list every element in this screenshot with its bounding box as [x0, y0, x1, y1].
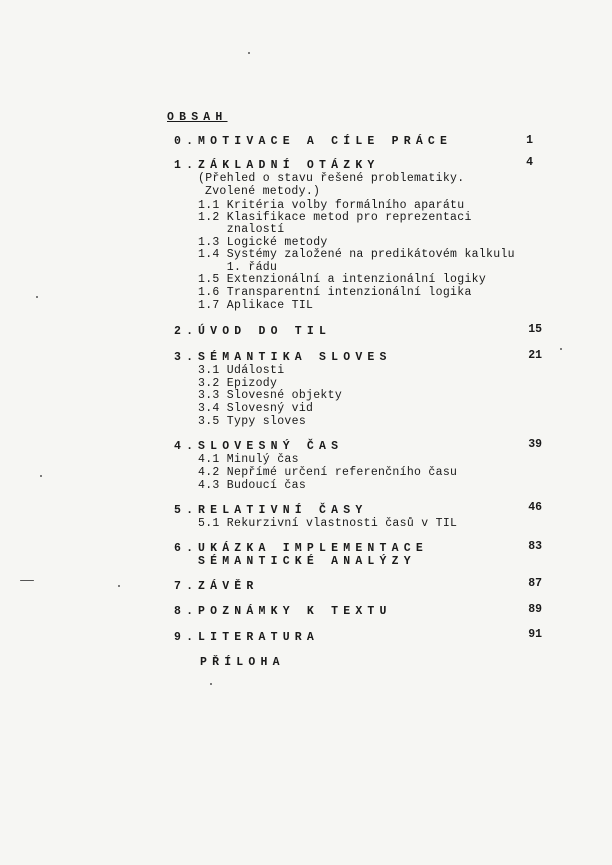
section-1-item: 1.5 Extenzionální a intenzionální logiky	[198, 273, 487, 286]
toc-heading: OBSAH	[167, 111, 228, 124]
section-4-num: 4.	[174, 440, 199, 453]
section-4-item: 4.3 Budoucí čas	[198, 479, 307, 492]
scan-speck	[560, 348, 562, 350]
section-1-item: 1.7 Aplikace TIL	[198, 299, 314, 312]
section-9-page: 91	[528, 628, 542, 641]
section-4-item: 4.2 Nepřímé určení referenčního času	[198, 466, 458, 479]
section-1-item: 1.1 Kritéria volby formálního aparátu	[198, 199, 465, 212]
scan-speck	[20, 580, 34, 581]
section-0-page: 1	[526, 134, 533, 147]
section-4-item: 4.1 Minulý čas	[198, 453, 299, 466]
section-1-item: 1.2 Klasifikace metod pro reprezentaci	[198, 211, 472, 224]
section-8-title: POZNÁMKY K TEXTU	[198, 605, 392, 618]
appendix-heading: PŘÍLOHA	[200, 656, 285, 669]
section-2-title: ÚVOD DO TIL	[198, 325, 332, 338]
section-1-item: 1.3 Logické metody	[198, 236, 328, 249]
section-1-item: 1. řádu	[198, 261, 278, 274]
section-1-item: znalostí	[198, 223, 285, 236]
section-1-item: 1.4 Systémy založené na predikátovém kalkulu	[198, 248, 515, 261]
section-0-title: MOTIVACE A CÍLE PRÁCE	[198, 135, 453, 148]
section-3-item: 3.2 Epizody	[198, 377, 278, 390]
section-2-num: 2.	[174, 325, 199, 338]
section-2-page: 15	[528, 323, 542, 336]
section-3-item: 3.5 Typy sloves	[198, 415, 307, 428]
section-1-note-line1: (Přehled o stavu řešené problematiky.	[198, 172, 465, 185]
section-6-page: 83	[528, 540, 542, 553]
section-3-page: 21	[528, 349, 542, 362]
section-4-title: SLOVESNÝ ČAS	[198, 440, 344, 453]
section-8-num: 8.	[174, 605, 199, 618]
section-6-num: 6.	[174, 542, 199, 555]
section-4-page: 39	[528, 438, 542, 451]
section-3-item: 3.4 Slovesný vid	[198, 402, 314, 415]
section-3-title: SÉMANTIKA SLOVES	[198, 351, 392, 364]
scan-speck	[248, 52, 250, 54]
scan-speck	[36, 296, 38, 298]
scan-speck	[210, 683, 212, 685]
section-5-title: RELATIVNÍ ČASY	[198, 504, 368, 517]
section-6-title-line2: SÉMANTICKÉ ANALÝZY	[198, 555, 416, 568]
section-3-num: 3.	[174, 351, 199, 364]
section-5-page: 46	[528, 501, 542, 514]
section-9-title: LITERATURA	[198, 631, 320, 644]
section-8-page: 89	[528, 603, 542, 616]
section-9-num: 9.	[174, 631, 199, 644]
section-5-item: 5.1 Rekurzivní vlastnosti časů v TIL	[198, 517, 458, 530]
section-3-item: 3.3 Slovesné objekty	[198, 389, 343, 402]
section-0-num: 0.	[174, 135, 199, 148]
section-7-page: 87	[528, 577, 542, 590]
scan-speck	[40, 475, 42, 477]
section-1-item: 1.6 Transparentní intenzionální logika	[198, 286, 472, 299]
section-1-title: ZÁKLADNÍ OTÁZKY	[198, 159, 380, 172]
scan-speck	[118, 585, 120, 587]
section-1-page: 4	[526, 156, 533, 169]
section-6-title: UKÁZKA IMPLEMENTACE	[198, 542, 428, 555]
section-1-note-line2: Zvolené metody.)	[205, 185, 321, 198]
section-7-num: 7.	[174, 580, 199, 593]
section-7-title: ZÁVĚR	[198, 580, 259, 593]
section-5-num: 5.	[174, 504, 199, 517]
section-1-num: 1.	[174, 159, 199, 172]
section-3-item: 3.1 Události	[198, 364, 285, 377]
